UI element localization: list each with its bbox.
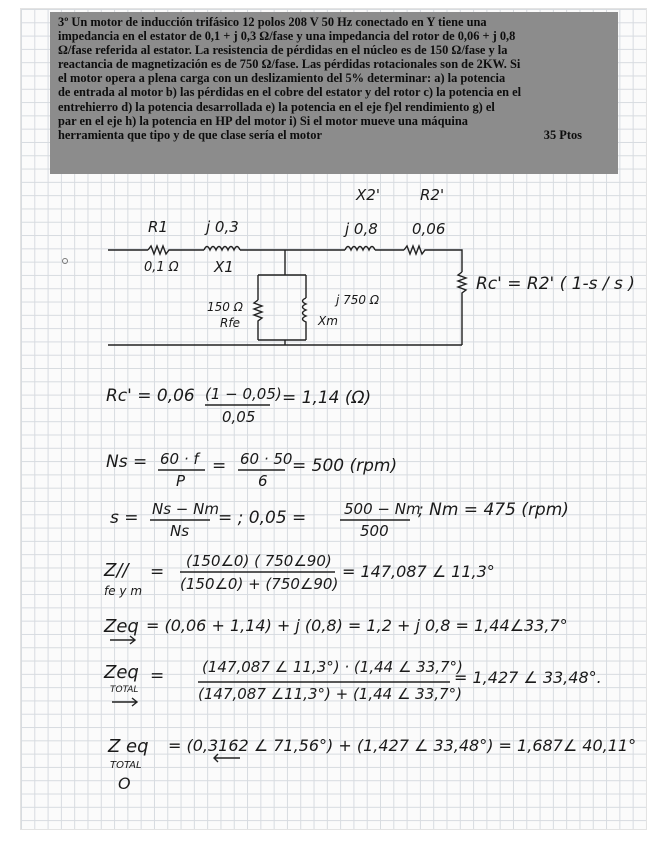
problem-line-5: el motor opera a plena carga con un deslizamiento del 5% determinar: a) la potencia (58, 71, 506, 86)
problem-line-4: reactancia de magnetización es de 750 Ω/fase. Las pérdidas rotacionales son de 2KW. Si (58, 57, 521, 72)
arrow-polar-back (214, 754, 240, 762)
problem-line-6: de entrada al motor b) las pérdidas en el cobre del estator y del rotor c) la potencia en el (58, 85, 522, 100)
x2-label: X2' (356, 186, 380, 204)
ztotal-lhs: Z eq (108, 736, 149, 757)
arrow-zeq (110, 636, 135, 644)
ns-den: P (176, 472, 186, 490)
points-label: 35 Ptos (543, 127, 582, 142)
zp-eq: = (150, 562, 165, 582)
xm-inductor (303, 298, 307, 340)
ztotal-expr: = (0,3162 ∠ 71,56°) + (1,427 ∠ 33,48°) = 1,687∠ 40,11° (168, 736, 637, 755)
s-mid: = ; 0,05 = (218, 508, 307, 528)
zeq-total-sub: TOTAL (110, 685, 139, 695)
x2-inductor (345, 247, 375, 251)
x1-value: j 0,3 (206, 218, 239, 236)
xm-label: Xm (318, 314, 338, 328)
r1-label: R1 (148, 218, 168, 236)
rc-den: 0,05 (222, 408, 256, 426)
s-num: Ns − Nm (152, 500, 219, 518)
zp-sub: fe y m (104, 584, 143, 598)
zeq-expr: = (0,06 + 1,14) + j (0,8) = 1,2 + j 0,8 = 1,44∠33,7° (146, 616, 568, 635)
zp-lhs: Z// (104, 560, 129, 581)
xm-value: j 750 Ω (336, 293, 380, 307)
problem-line-3: Ω/fase referida al estator. La resistencia de pérdidas en el núcleo es de 150 Ω/fase y la (58, 43, 508, 58)
x1-inductor (204, 247, 240, 251)
zeq-total-eq: = (150, 666, 165, 686)
rfe-resistor (254, 300, 262, 340)
problem-line-2: impedancia en el estator de 0,1 + j 0,3 Ω/fase y una impedancia del rotor de 0,06 + j 0,8 (58, 29, 516, 44)
zp-num: (150∠0) ( 750∠90) (186, 552, 332, 570)
problem-line-1: 3º Un motor de inducción trifásico 12 polos 208 V 50 Hz conectado en Y tiene una (58, 15, 487, 29)
problem-line-7: entrehierro d) la potencia desarrollada e) la potencia en el eje f)el rendimiento g) el (58, 99, 495, 114)
x1-label: X1 (214, 258, 234, 276)
problem-line-9-text: herramienta que tipo y de que clase sería el motor (58, 127, 322, 142)
s-den: Ns (170, 522, 190, 540)
ns-num2: 60 · 50 (240, 450, 293, 468)
r1-value: 0,1 Ω (144, 260, 179, 275)
zeq-total-lhs: Zeq (104, 662, 139, 683)
ns-num: 60 · f (160, 450, 199, 468)
ztotal-circle-mark: O (118, 774, 131, 793)
r1-resistor (148, 246, 178, 254)
x2-value: j 0,8 (345, 220, 378, 238)
zeq-lhs: Zeq (104, 616, 139, 637)
s-result: ; Nm = 475 (rpm) (418, 500, 569, 520)
rc-lhs: Rc' = 0,06 (106, 386, 195, 406)
problem-line-8: par en el eje h) la potencia en HP del motor i) Si el motor mueve una máquina (58, 113, 468, 128)
r2-label: R2' (420, 186, 445, 204)
r2-value: 0,06 (412, 220, 446, 238)
zeq-total-result: = 1,427 ∠ 33,48°. (454, 668, 602, 687)
zp-result: = 147,087 ∠ 11,3° (342, 562, 495, 581)
zeq-total-den: (147,087 ∠11,3°) + (1,44 ∠ 33,7°) (198, 685, 462, 703)
arrow-zeq-total (112, 698, 137, 706)
rc-result: = 1,14 (Ω) (282, 388, 372, 408)
s-lhs: s = (110, 508, 139, 528)
ns-den2: 6 (258, 472, 268, 490)
rc-num: (1 − 0,05) (205, 385, 282, 403)
zeq-total-num: (147,087 ∠ 11,3°) · (1,44 ∠ 33,7°) (202, 658, 463, 676)
rc-resistor (458, 272, 466, 345)
zp-den: (150∠0) + (750∠90) (180, 575, 339, 593)
ns-result: = 500 (rpm) (292, 456, 398, 476)
ns-eq: = (212, 456, 227, 476)
r2-resistor (404, 246, 432, 254)
s-num2: 500 − Nm (344, 500, 421, 518)
wire-r2-corner (432, 250, 462, 272)
rfe-label: Rfe (220, 316, 240, 330)
rfe-value: 150 Ω (207, 300, 243, 314)
s-den2: 500 (360, 522, 389, 540)
ns-lhs: Ns = (106, 452, 148, 472)
rc-formula: Rc' = R2' ( 1-s / s ) (476, 274, 635, 294)
ztotal-sub: TOTAL (110, 760, 142, 771)
